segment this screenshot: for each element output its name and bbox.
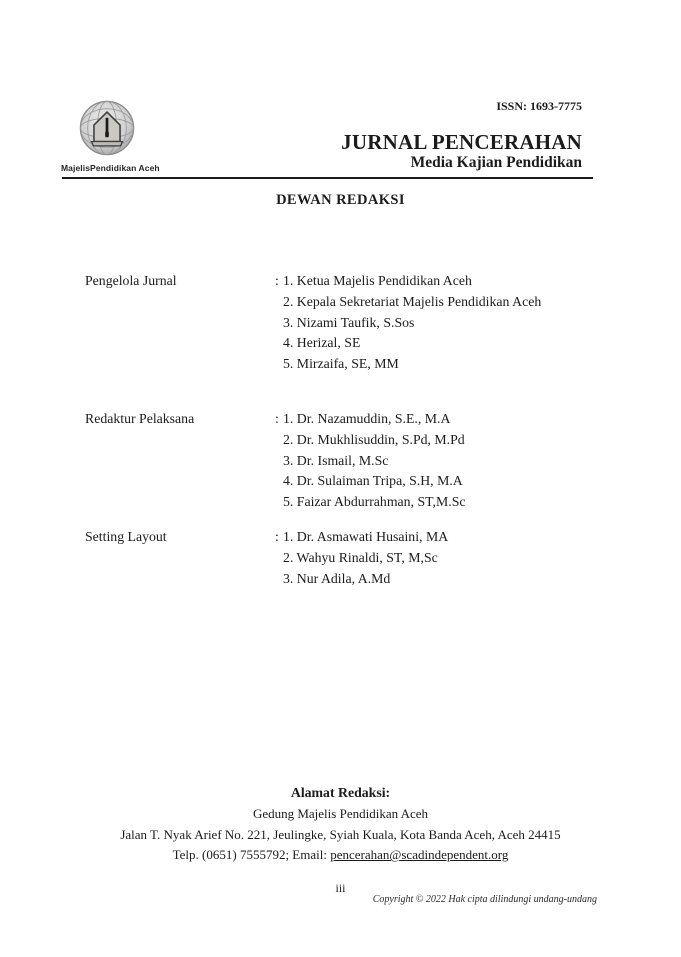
page-number: iii: [335, 881, 346, 895]
list-item: 3. Dr. Ismail, M.Sc: [283, 452, 389, 468]
address-line-2: Jalan T. Nyak Arief No. 221, Jeulingke, Syiah Kuala, Kota Banda Aceh, Aceh 24415: [120, 826, 561, 842]
section-items: [275, 271, 597, 375]
contact-prefix: Telp. (0651) 7555792; Email:: [172, 847, 331, 863]
contact-line: [0, 845, 681, 866]
section-redaktur-pelaksana: [85, 409, 597, 513]
section-items: [275, 409, 597, 513]
journal-title: JURNAL PENCERAHAN: [341, 130, 582, 154]
page-title: DEWAN REDAKSI: [276, 192, 405, 208]
editorial-board-list: [85, 271, 597, 589]
section-colon: :: [275, 273, 279, 288]
list-item: 5. Mirzaifa, SE, MM: [283, 356, 399, 372]
section-label: Setting Layout: [85, 528, 167, 544]
section-label: Pengelola Jurnal: [85, 273, 177, 288]
header-divider: [62, 177, 593, 179]
list-item: 2. Dr. Mukhlisuddin, S.Pd, M.Pd: [283, 431, 465, 447]
address-title: Alamat Redaksi:: [290, 785, 391, 800]
section-items: [275, 527, 597, 589]
issn-number: ISSN: 1693-7775: [496, 99, 582, 113]
list-item: 2. Wahyu Rinaldi, ST, M,Sc: [283, 549, 438, 565]
list-item: 4. Herizal, SE: [283, 335, 361, 351]
address-line-1: Gedung Majelis Pendidikan Aceh: [252, 805, 429, 821]
list-item: 2. Kepala Sekretariat Majelis Pendidikan Aceh: [283, 293, 542, 309]
section-label: Redaktur Pelaksana: [85, 410, 195, 426]
list-item: 5. Faizar Abdurrahman, ST,M.Sc: [283, 494, 466, 510]
journal-subtitle: Media Kajian Pendidikan: [410, 154, 582, 171]
journal-logo: [78, 99, 136, 157]
globe-book-pen-icon: [78, 144, 136, 161]
list-item: 3. Nizami Taufik, S.Sos: [283, 314, 415, 330]
list-item: 1. Dr. Asmawati Husaini, MA: [283, 528, 449, 544]
logo-caption: MajelisPendidikan Aceh: [61, 163, 160, 173]
section-colon: :: [275, 410, 279, 426]
copyright-notice: Copyright © 2022 Hak cipta dilindungi undang-undang: [372, 894, 597, 905]
email-link[interactable]: pencerahan@scadindependent.org: [330, 847, 509, 863]
list-item: 4. Dr. Sulaiman Tripa, S.H, M.A: [283, 473, 463, 489]
section-setting-layout: [85, 527, 597, 589]
section-pengelola-jurnal: [85, 271, 597, 375]
address-block: [0, 783, 681, 866]
list-item: 1. Dr. Nazamuddin, S.E., M.A: [283, 410, 451, 426]
list-item: 3. Nur Adila, A.Md: [283, 570, 391, 586]
list-item: 1. Ketua Majelis Pendidikan Aceh: [283, 273, 472, 288]
section-colon: :: [275, 528, 279, 544]
